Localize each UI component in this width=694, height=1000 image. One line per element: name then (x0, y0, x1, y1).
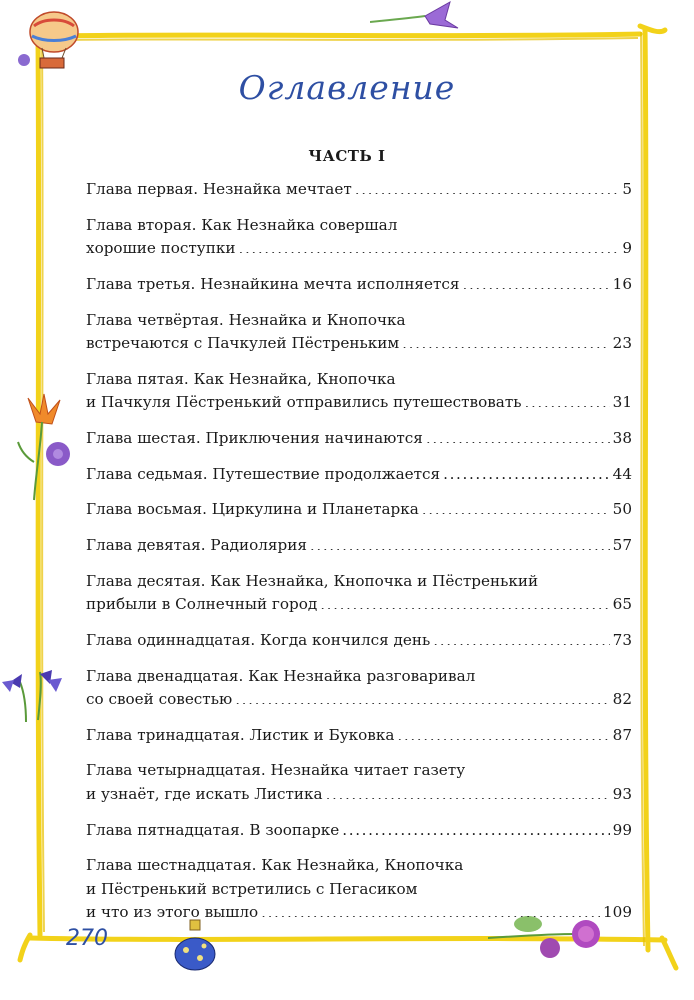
toc-entry[interactable] (86, 273, 632, 297)
toc-entry[interactable] (86, 427, 632, 451)
toc-entry-last-line (86, 783, 632, 807)
toc-entry-last-line (86, 629, 632, 653)
toc-entry-last-line (86, 724, 632, 748)
toc-entry-page: 38 (612, 428, 632, 447)
toc-entry-last-line (86, 178, 632, 202)
toc-entry[interactable] (86, 570, 632, 617)
page-title: Оглавление (238, 68, 456, 107)
toc-entry[interactable] (86, 368, 632, 415)
toc-entry-last-line (86, 273, 632, 297)
toc-entry-page: 44 (612, 464, 632, 483)
toc-entry[interactable] (86, 819, 632, 843)
crocus-illustration (370, 0, 460, 40)
toc-entry-line: и узнаёт, где искать Листика (86, 784, 323, 803)
toc-entry-line: со своей совестью (86, 690, 233, 709)
toc-entry-line: Глава шестнадцатая. Как Незнайка, Кнопочка (86, 856, 464, 875)
toc-entry-line: Глава шестая. Приключения начинаются (86, 428, 423, 447)
balloon-illustration (14, 8, 84, 72)
toc-entry-last-line (86, 901, 632, 925)
dot-leader (402, 333, 610, 348)
toc-entry-line: Глава пятая. Как Незнайка, Кнопочка (86, 369, 396, 388)
toc-entry-last-line (86, 593, 632, 617)
toc-entry[interactable] (86, 629, 632, 653)
toc-entry-page: 9 (622, 239, 632, 258)
dot-leader (238, 238, 619, 253)
toc-entry-page: 93 (612, 784, 632, 803)
toc-entry[interactable] (86, 854, 632, 925)
toc-entry-page: 5 (622, 180, 632, 198)
toc-entry-line: Глава первая. Незнайка мечтает (86, 180, 352, 198)
toc-entry[interactable] (86, 759, 632, 806)
toc-entry-page: 50 (612, 500, 632, 519)
toc-entry-line: Глава двенадцатая. Как Незнайка разговаривал (86, 666, 476, 685)
toc-entry-line: Глава восьмая. Циркулина и Планетарка (86, 500, 419, 519)
toc-entry-page: 99 (612, 820, 632, 839)
toc-entry-last-line (86, 391, 632, 415)
toc-entry-line: Глава тринадцатая. Листик и Буковка (86, 725, 395, 744)
toc-entry-line: Глава одиннадцатая. Когда кончился день (86, 630, 431, 649)
toc-entry-page: 82 (612, 690, 632, 709)
dot-leader (443, 463, 610, 478)
toc-entry-page: 65 (612, 595, 632, 614)
toc-entry-line: и Пёстренький встретились с Пегасиком (86, 879, 418, 898)
dot-leader (397, 725, 609, 740)
toc-entry-page: 109 (603, 903, 632, 922)
toc-entry-last-line (86, 534, 632, 558)
dot-leader (342, 819, 609, 834)
toc-entry-last-line (86, 498, 632, 522)
toc-entry-page: 73 (612, 630, 632, 649)
toc-entry[interactable] (86, 724, 632, 748)
toc-entry-line: прибыли в Солнечный город (86, 595, 318, 614)
toc-entry-page: 87 (612, 725, 632, 744)
toc-entry-last-line (86, 427, 632, 451)
lily-illustration (14, 392, 74, 502)
toc-entry-last-line (86, 463, 632, 487)
page-number: 270 (66, 926, 108, 951)
part-heading: ЧАСТЬ I (308, 147, 386, 165)
table-of-contents (86, 178, 632, 937)
toc-entry[interactable] (86, 534, 632, 558)
toc-entry-page: 16 (612, 274, 632, 293)
toc-entry-line: и Пачкуля Пёстренький отправились путешествовать (86, 393, 522, 412)
toc-entry-line: Глава седьмая. Путешествие продолжается (86, 464, 441, 483)
toc-entry[interactable] (86, 463, 632, 487)
toc-entry-line: Глава десятая. Как Незнайка, Кнопочка и Пёстренький (86, 571, 539, 590)
toc-entry[interactable] (86, 309, 632, 356)
toc-entry-last-line (86, 688, 632, 712)
toc-entry-last-line (86, 819, 632, 843)
dot-leader (422, 499, 610, 514)
toc-entry-line: Глава четвёртая. Незнайка и Кнопочка (86, 310, 406, 329)
toc-entry-last-line (86, 237, 632, 261)
toc-entry[interactable] (86, 178, 632, 202)
toc-entry[interactable] (86, 214, 632, 261)
toc-entry-line: встречаются с Пачкулей Пёстреньким (86, 334, 400, 353)
dot-leader (261, 902, 600, 917)
dot-leader (326, 784, 610, 799)
toc-entry-line: Глава девятая. Радиолярия (86, 536, 307, 554)
dot-leader (525, 392, 610, 407)
dot-leader (426, 428, 610, 443)
toc-entry-line: и что из этого вышло (86, 903, 259, 922)
toc-entry-line: Глава третья. Незнайкина мечта исполняется (86, 274, 460, 293)
toc-entry-line: Глава четырнадцатая. Незнайка читает газету (86, 761, 466, 780)
toc-entry-line: Глава вторая. Как Незнайка совершал (86, 215, 398, 234)
dot-leader (235, 689, 609, 704)
dot-leader (355, 179, 620, 194)
dot-leader (463, 274, 610, 289)
dot-leader (433, 630, 609, 645)
toc-entry-line: Глава пятнадцатая. В зоопарке (86, 820, 340, 839)
toc-entry[interactable] (86, 498, 632, 522)
toc-entry-page: 31 (612, 393, 632, 412)
toc-entry-page: 57 (612, 536, 632, 554)
toc-entry-line: хорошие поступки (86, 239, 236, 258)
dot-leader (310, 535, 610, 550)
toc-entry-last-line (86, 332, 632, 356)
toc-entry[interactable] (86, 665, 632, 712)
dot-leader (320, 594, 609, 609)
iris-illustration (0, 652, 70, 722)
toc-entry-page: 23 (612, 334, 632, 353)
